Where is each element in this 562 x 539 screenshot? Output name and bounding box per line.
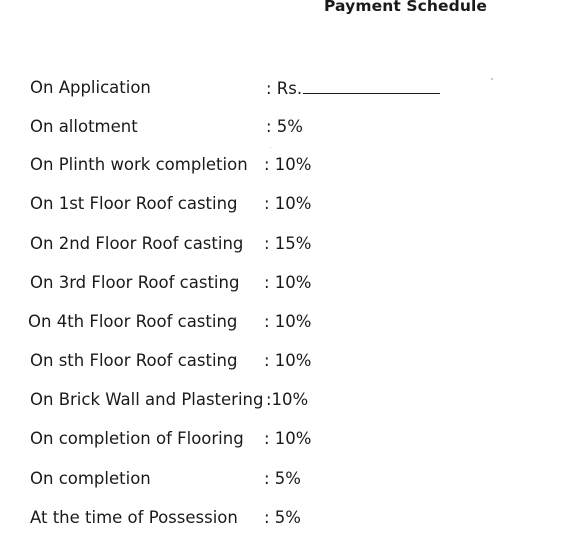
schedule-row-plinth: [0, 153, 562, 177]
schedule-value: : 10%: [264, 312, 312, 331]
schedule-value: : 10%: [264, 351, 312, 370]
schedule-row-1st-floor: [0, 192, 562, 216]
schedule-row-on-application: [0, 76, 562, 100]
schedule-row-completion: [0, 467, 562, 491]
schedule-label: On Application: [30, 78, 151, 97]
schedule-value: : 5%: [264, 469, 301, 488]
schedule-label: On 4th Floor Roof casting: [28, 312, 238, 331]
schedule-row-2nd-floor: [0, 232, 562, 256]
schedule-label: On allotment: [30, 117, 138, 136]
schedule-value: : 10%: [264, 273, 312, 292]
schedule-row-brick-wall: [0, 388, 562, 412]
schedule-label: On Brick Wall and Plastering: [30, 390, 264, 409]
scan-speck: [270, 147, 271, 148]
schedule-value: : 5%: [264, 508, 301, 527]
schedule-value: :10%: [266, 390, 309, 409]
schedule-row-4th-floor: [0, 310, 562, 334]
schedule-row-flooring: [0, 427, 562, 451]
schedule-label: On completion: [30, 469, 151, 488]
schedule-value: : 10%: [264, 194, 312, 213]
schedule-value: : 10%: [264, 155, 312, 174]
schedule-row-3rd-floor: [0, 271, 562, 295]
amount-blank-line: [303, 76, 440, 94]
schedule-label: On completion of Flooring: [30, 429, 244, 448]
schedule-row-possession: [0, 506, 562, 530]
scan-speck: [491, 78, 493, 80]
schedule-label: On Plinth work completion: [30, 155, 248, 174]
schedule-value-text: : Rs.: [266, 79, 303, 98]
schedule-label: On 2nd Floor Roof casting: [30, 234, 244, 253]
schedule-label: On sth Floor Roof casting: [30, 351, 238, 370]
schedule-label: On 3rd Floor Roof casting: [30, 273, 240, 292]
schedule-value: : 5%: [266, 117, 303, 136]
schedule-value: [266, 76, 440, 101]
schedule-label: At the time of Possession: [30, 508, 238, 527]
schedule-label: On 1st Floor Roof casting: [30, 194, 238, 213]
schedule-value: : 15%: [264, 234, 312, 253]
schedule-row-5th-floor: [0, 349, 562, 373]
schedule-row-on-allotment: [0, 115, 562, 139]
page-title: Payment Schedule: [324, 0, 487, 15]
schedule-value: : 10%: [264, 429, 312, 448]
